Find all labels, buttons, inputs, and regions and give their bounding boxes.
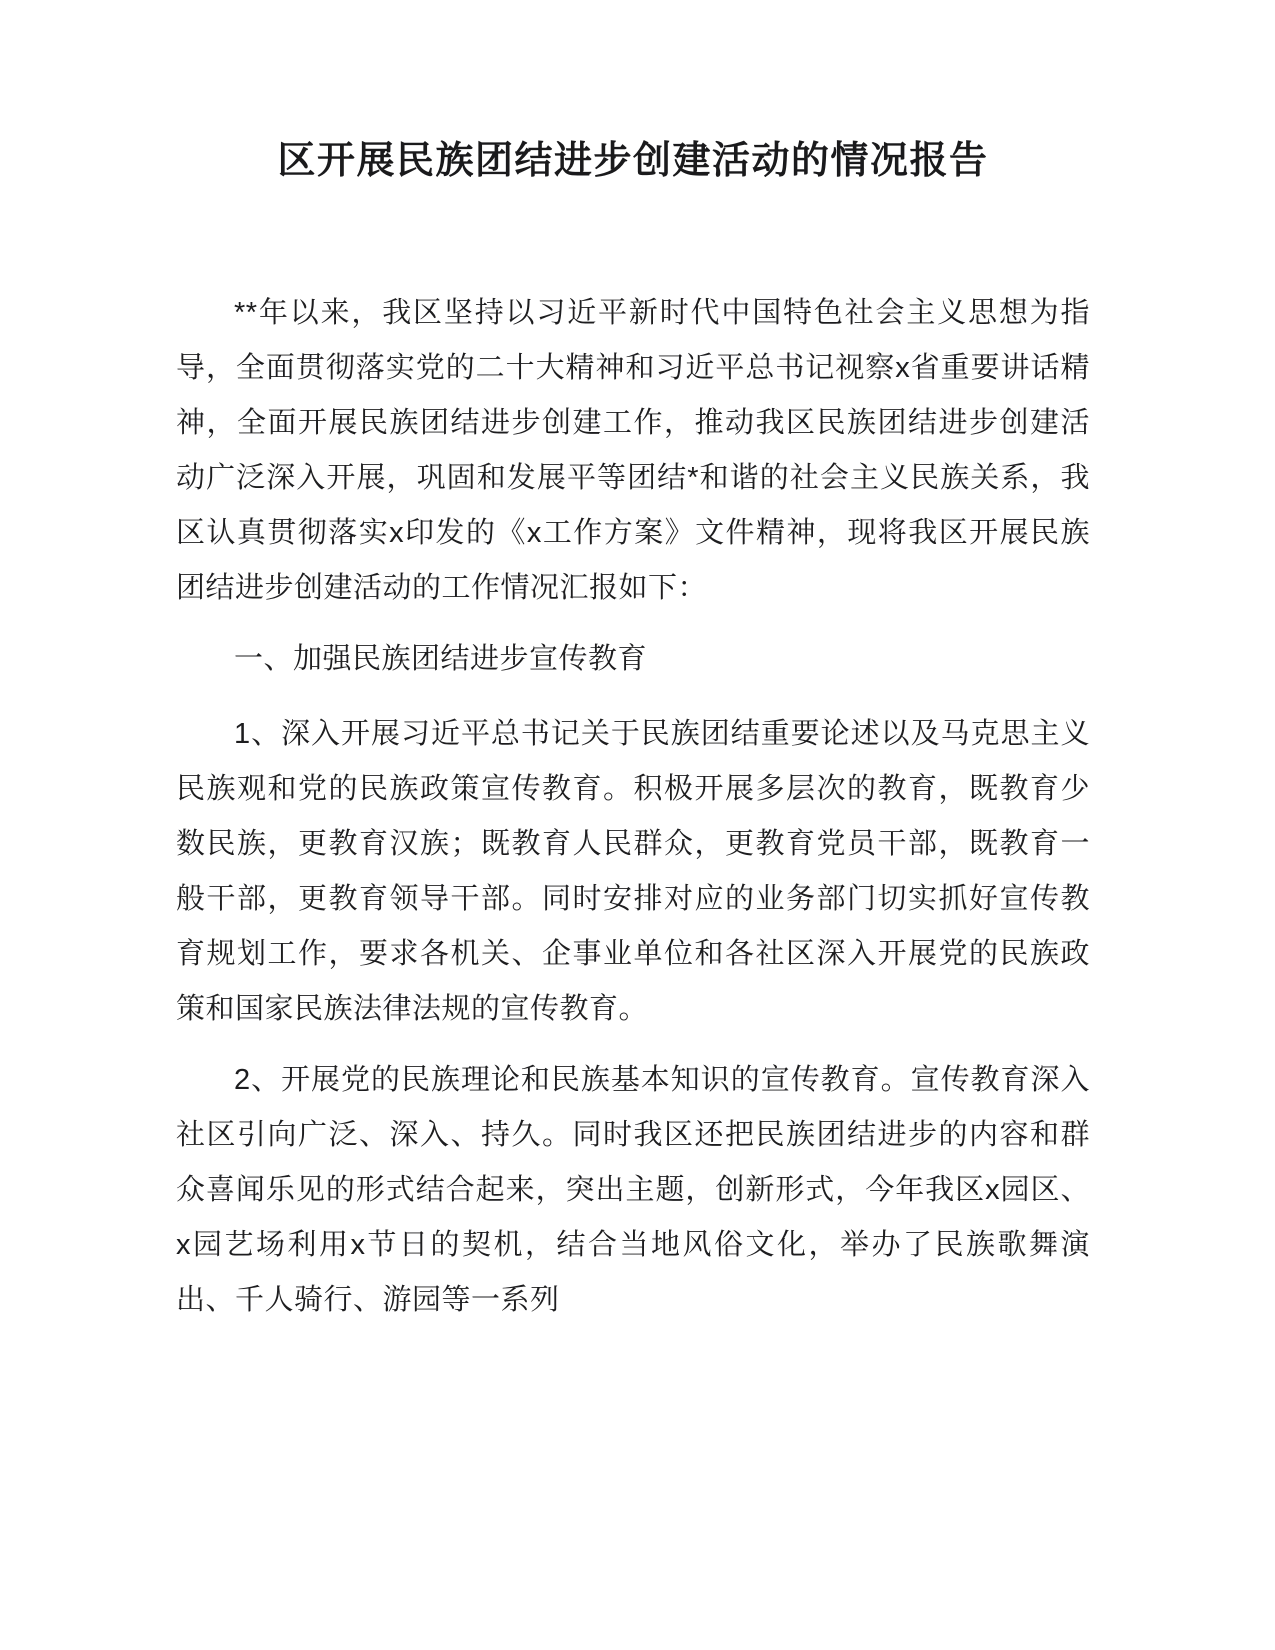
paragraph-item-1: 1、深入开展习近平总书记关于民族团结重要论述以及马克思主义民族观和党的民族政策宣传教育。积极开展多层次的教育，既教育少数民族，更教育汉族；既教育人民群众，更教育党员干部，既教育一般干部，更教育领导干部。同时安排对应的业务部门切实抓好宣传教育规划工作，要求各机关、企事业单位和各社区深入开展党的民族政策和国家民族法律法规的宣传教育。 (176, 717, 1090, 1025)
document-title: 区开展民族团结进步创建活动的情况报告 (277, 140, 989, 182)
section-heading-1: 一、加强民族团结进步宣传教育 (234, 642, 648, 675)
paragraph-intro: **年以来，我区坚持以习近平新时代中国特色社会主义思想为指导，全面贯彻落实党的二十大精神和习近平总书记视察x省重要讲话精神，全面开展民族团结进步创建工作，推动我区民族团结进步创建活动广泛深入开展，巩固和发展平等团结*和谐的社会主义民族关系，我区认真贯彻落实x印发的《x工作方案》文件精神，现将我区开展民族团结进步创建活动的工作情况汇报如下： (176, 296, 1090, 604)
paragraph-item-2: 2、开展党的民族理论和民族基本知识的宣传教育。宣传教育深入社区引向广泛、深入、持久。同时我区还把民族团结进步的内容和群众喜闻乐见的形式结合起来，突出主题，创新形式，今年我区x园区、x园艺场利用x节日的契机，结合当地风俗文化，举办了民族歌舞演出、千人骑行、游园等一系列 (176, 1063, 1090, 1316)
